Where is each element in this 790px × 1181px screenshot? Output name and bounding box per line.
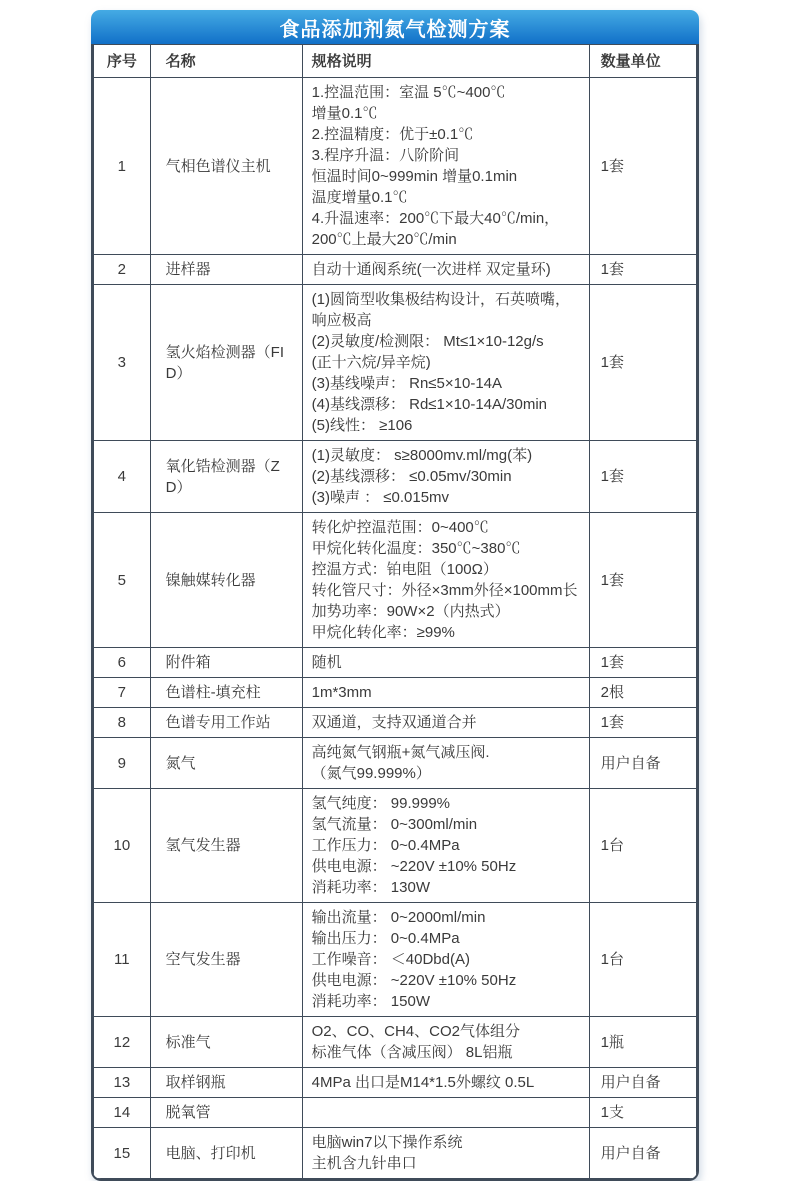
header-row	[94, 45, 697, 78]
spec-line: 消耗功率： 150W	[311, 993, 430, 1010]
item-spec	[302, 255, 589, 285]
spec-line: 标准气体（含减压阀） 8L铝瓶	[311, 1044, 513, 1061]
item-name: 标准气	[150, 1017, 302, 1068]
item-name: 空气发生器	[150, 903, 302, 1017]
spec-line: 工作噪音： ＜40Dbd(A)	[311, 951, 470, 968]
item-spec	[302, 513, 589, 648]
spec-line: 主机含九针串口	[311, 1155, 417, 1172]
table-row	[94, 513, 697, 648]
item-name: 氧化锆检测器（ZD）	[150, 441, 302, 513]
quantity-unit: 2根	[589, 678, 696, 708]
quantity-unit: 1套	[589, 648, 696, 678]
item-name: 附件箱	[150, 648, 302, 678]
item-name: 氢气发生器	[150, 789, 302, 903]
spec-line: 电脑win7以下操作系统	[311, 1134, 463, 1151]
spec-table	[93, 44, 697, 1179]
spec-line: 供电电源： ~220V ±10% 50Hz	[311, 972, 517, 989]
table-row	[94, 1098, 697, 1128]
table-row	[94, 441, 697, 513]
quantity-unit: 1台	[589, 789, 696, 903]
spec-line: 响应极高	[311, 312, 372, 329]
spec-line: (正十六烷/异辛烷)	[311, 354, 431, 371]
row-number: 1	[94, 78, 151, 255]
quantity-unit: 1台	[589, 903, 696, 1017]
spec-line: 消耗功率： 130W	[311, 879, 430, 896]
spec-line: 转化管尺寸：外径×3mm外径×100mm长	[311, 582, 578, 599]
spec-line: 甲烷化转化率：≥99%	[311, 624, 455, 641]
row-number: 3	[94, 285, 151, 441]
spec-line: 工作压力： 0~0.4MPa	[311, 837, 460, 854]
quantity-unit: 1套	[589, 441, 696, 513]
spec-line: (1)灵敏度： s≥8000mv.ml/mg(苯)	[311, 447, 533, 464]
spec-line: (4)基线漂移： Rd≤1×10-14A/30min	[311, 396, 548, 413]
column-header-qty: 数量单位	[589, 45, 696, 78]
table-row	[94, 78, 697, 255]
page-title: 食品添加剂氮气检测方案	[279, 18, 511, 41]
column-header-no: 序号	[94, 45, 151, 78]
quantity-unit: 1套	[589, 78, 696, 255]
spec-line: 氢气流量： 0~300ml/min	[311, 816, 478, 833]
spec-line: 3.程序升温：八阶阶间	[311, 147, 460, 164]
spec-line: 输出流量： 0~2000ml/min	[311, 909, 486, 926]
table-row	[94, 648, 697, 678]
row-number: 9	[94, 738, 151, 789]
spec-line: 随机	[311, 654, 342, 671]
item-name: 氢火焰检测器（FID）	[150, 285, 302, 441]
row-number: 15	[94, 1128, 151, 1179]
spec-table-wrap	[91, 44, 699, 1181]
spec-line: 1.控温范围：室温 5℃~400℃	[311, 84, 506, 101]
item-name: 进样器	[150, 255, 302, 285]
row-number: 6	[94, 648, 151, 678]
spec-line: 200℃上最大20℃/min	[311, 231, 457, 248]
row-number: 10	[94, 789, 151, 903]
item-name: 取样钢瓶	[150, 1068, 302, 1098]
column-header-spec: 规格说明	[302, 45, 589, 78]
item-name: 气相色谱仪主机	[150, 78, 302, 255]
spec-line: 4.升温速率：200℃下最大40℃/min，	[311, 210, 560, 227]
spec-line: 双通道，支持双通道合并	[311, 714, 477, 731]
row-number: 14	[94, 1098, 151, 1128]
quantity-unit: 1套	[589, 255, 696, 285]
item-name: 镍触媒转化器	[150, 513, 302, 648]
quantity-unit: 1套	[589, 285, 696, 441]
row-number: 4	[94, 441, 151, 513]
spec-line: 自动十通阀系统(一次进样 双定量环)	[311, 261, 551, 278]
item-spec	[302, 648, 589, 678]
item-spec	[302, 903, 589, 1017]
row-number: 13	[94, 1068, 151, 1098]
spec-line: 1m*3mm	[311, 684, 372, 701]
quantity-unit: 1套	[589, 513, 696, 648]
detection-plan-card	[91, 10, 699, 1181]
spec-line: 输出压力： 0~0.4MPa	[311, 930, 460, 947]
item-spec	[302, 441, 589, 513]
table-row	[94, 285, 697, 441]
row-number: 8	[94, 708, 151, 738]
quantity-unit: 用户自备	[589, 1128, 696, 1179]
item-spec	[302, 708, 589, 738]
spec-line: 高纯氮气钢瓶+氮气减压阀.	[311, 744, 490, 761]
spec-line: 甲烷化转化温度：350℃~380℃	[311, 540, 521, 557]
spec-line: 温度增量0.1℃	[311, 189, 408, 206]
spec-line: 加势功率：90W×2（内热式）	[311, 603, 510, 620]
item-spec	[302, 1068, 589, 1098]
spec-line: 控温方式：铂电阻（100Ω）	[311, 561, 498, 578]
spec-line: 增量0.1℃	[311, 105, 378, 122]
spec-line: (3)噪声 ： ≤0.015mv	[311, 489, 450, 506]
row-number: 5	[94, 513, 151, 648]
spec-line: 转化炉控温范围：0~400℃	[311, 519, 489, 536]
item-spec	[302, 738, 589, 789]
spec-line: 氢气纯度： 99.999%	[311, 795, 451, 812]
spec-line: (3)基线噪声： Rn≤5×10-14A	[311, 375, 503, 392]
spec-table-body	[94, 78, 697, 1179]
item-spec	[302, 1017, 589, 1068]
spec-line: O2、CO、CH4、CO2气体组分	[311, 1023, 520, 1040]
table-row	[94, 1128, 697, 1179]
spec-line: （氮气99.999%）	[311, 765, 431, 782]
item-name: 色谱专用工作站	[150, 708, 302, 738]
spec-line: 恒温时间0~999min 增量0.1min	[311, 168, 518, 185]
row-number: 7	[94, 678, 151, 708]
spec-line: (5)线性： ≥106	[311, 417, 413, 434]
quantity-unit: 1套	[589, 708, 696, 738]
item-name: 脱氧管	[150, 1098, 302, 1128]
table-row	[94, 903, 697, 1017]
quantity-unit: 用户自备	[589, 1068, 696, 1098]
quantity-unit: 用户自备	[589, 738, 696, 789]
table-row	[94, 1068, 697, 1098]
item-name: 氮气	[150, 738, 302, 789]
row-number: 2	[94, 255, 151, 285]
quantity-unit: 1支	[589, 1098, 696, 1128]
item-name: 色谱柱-填充柱	[150, 678, 302, 708]
spec-line: (2)基线漂移： ≤0.05mv/30min	[311, 468, 512, 485]
table-row	[94, 255, 697, 285]
spec-line: 2.控温精度：优于±0.1℃	[311, 126, 474, 143]
item-spec	[302, 1128, 589, 1179]
row-number: 12	[94, 1017, 151, 1068]
table-row	[94, 1017, 697, 1068]
spec-line: 4MPa 出口是M14*1.5外螺纹 0.5L	[311, 1074, 535, 1091]
table-row	[94, 738, 697, 789]
item-spec	[302, 678, 589, 708]
item-spec	[302, 1098, 589, 1128]
quantity-unit: 1瓶	[589, 1017, 696, 1068]
spec-line: (1)圆筒型收集极结构设计，石英喷嘴，	[311, 291, 570, 308]
column-header-name: 名称	[150, 45, 302, 78]
table-row	[94, 708, 697, 738]
spec-line: 供电电源： ~220V ±10% 50Hz	[311, 858, 517, 875]
item-name: 电脑、打印机	[150, 1128, 302, 1179]
table-row	[94, 789, 697, 903]
table-title-banner	[91, 10, 699, 44]
row-number: 11	[94, 903, 151, 1017]
item-spec	[302, 789, 589, 903]
table-row	[94, 678, 697, 708]
item-spec	[302, 285, 589, 441]
spec-line: (2)灵敏度/检测限： Mt≤1×10-12g/s	[311, 333, 544, 350]
item-spec	[302, 78, 589, 255]
